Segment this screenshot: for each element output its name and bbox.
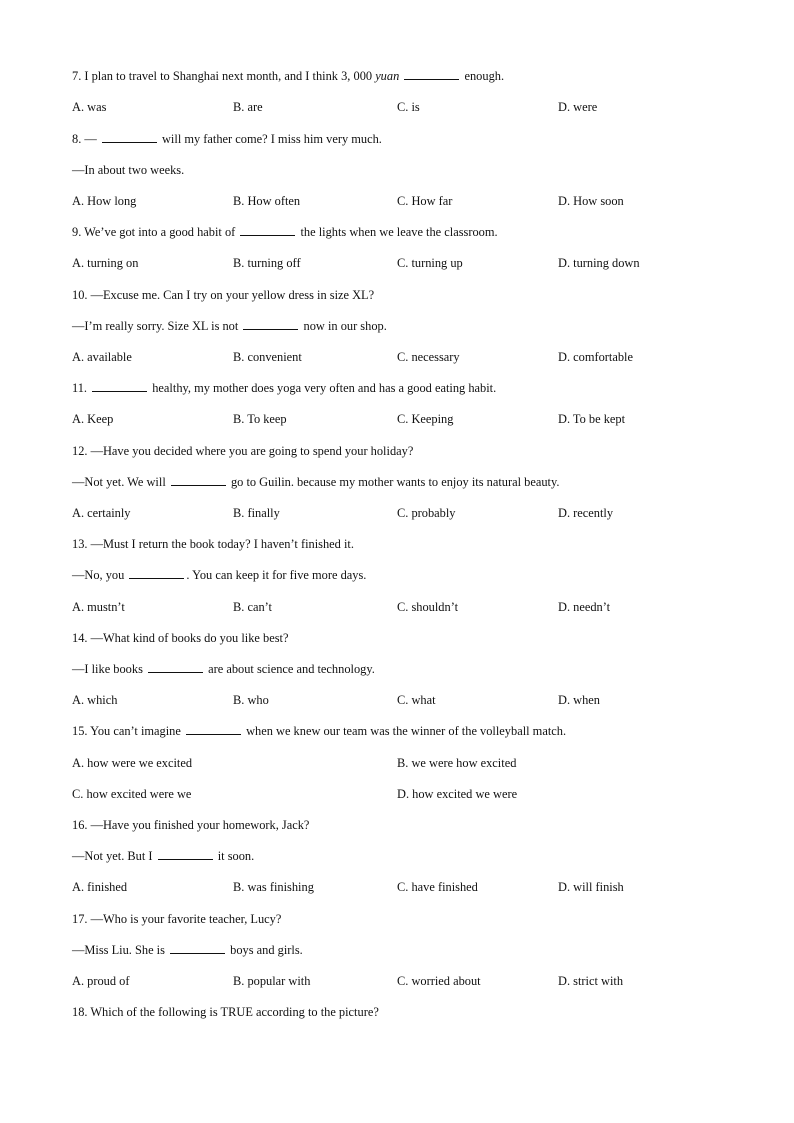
q15-option-b: B. we were how excited [397,756,517,770]
question-11-text-end: healthy, my mother does yoga very often and has a good eating habit. [149,381,497,395]
question-13-stem: 13. —Must I return the book today? I haven’t finished it. [72,537,354,551]
question-16-stem: 16. —Have you finished your homework, Jack? [72,818,310,832]
q11-option-a: A. Keep [72,412,114,426]
question-12-reply-start: —Not yet. We will [72,475,169,489]
question-15-stem [72,723,566,739]
question-10-reply-start: —I’m really sorry. Size XL is not [72,319,242,333]
question-8-text-start: 8. — [72,132,100,146]
question-17-reply-start: —Miss Liu. She is [72,943,169,957]
question-11-text-start: 11. [72,381,91,395]
question-9-text-end: the lights when we leave the classroom. [297,225,498,239]
question-9-stem [72,224,498,240]
question-11-stem [72,380,496,396]
q13-option-a: A. mustn’t [72,600,125,614]
q14-option-b: B. who [233,693,269,707]
q14-option-d: D. when [558,693,600,707]
question-13-reply [72,567,366,583]
q9-option-a: A. turning on [72,256,139,270]
q12-option-a: A. certainly [72,506,131,520]
question-8-stem [72,131,382,147]
q10-option-c: C. necessary [397,350,460,364]
question-12-reply-end: go to Guilin. because my mother wants to enjoy its natural beauty. [227,475,560,489]
question-14-reply [72,661,375,677]
q16-option-a: A. finished [72,880,128,894]
answer-blank [171,474,226,486]
question-10-reply-end: now in our shop. [300,319,387,333]
question-13-reply-start: —No, you [72,568,128,582]
q15-option-c: C. how excited were we [72,787,192,801]
q11-option-d: D. To be kept [558,412,626,426]
q8-option-a: A. How long [72,194,137,208]
answer-blank [148,661,203,673]
q9-option-b: B. turning off [233,256,301,270]
q16-option-b: B. was finishing [233,880,314,894]
q9-option-d: D. turning down [558,256,640,270]
question-16-reply-end: it soon. [214,849,255,863]
question-12-reply [72,474,559,490]
q11-option-b: B. To keep [233,412,287,426]
q17-option-d: D. strict with [558,974,624,988]
question-18-stem: 18. Which of the following is TRUE according to the picture? [72,1005,379,1019]
q16-option-c: C. have finished [397,880,478,894]
answer-blank [240,224,295,236]
q17-option-c: C. worried about [397,974,481,988]
q12-option-c: C. probably [397,506,456,520]
question-14-reply-start: —I like books [72,662,146,676]
question-17-stem: 17. —Who is your favorite teacher, Lucy? [72,912,282,926]
answer-blank [186,723,241,735]
answer-blank [170,942,225,954]
q16-option-d: D. will finish [558,880,624,894]
question-10-stem: 10. —Excuse me. Can I try on your yellow dress in size XL? [72,288,375,302]
question-8-text-end: will my father come? I miss him very much. [158,132,382,146]
q8-option-d: D. How soon [558,194,624,208]
q17-option-a: A. proud of [72,974,130,988]
q13-option-d: D. needn’t [558,600,611,614]
q9-option-c: C. turning up [397,256,463,270]
q14-option-a: A. which [72,693,118,707]
question-16-reply-start: —Not yet. But I [72,849,156,863]
q8-option-b: B. How often [233,194,301,208]
q7-option-c: C. is [397,100,420,114]
question-10-reply [72,318,387,334]
q15-option-d: D. how excited we were [397,787,518,801]
question-16-reply [72,848,254,864]
question-7-stem [72,68,504,84]
question-14-reply-end: are about science and technology. [205,662,375,676]
q7-option-b: B. are [233,100,263,114]
q10-option-b: B. convenient [233,350,302,364]
question-14-stem: 14. —What kind of books do you like best? [72,631,289,645]
q15-option-a: A. how were we excited [72,756,193,770]
q8-option-c: C. How far [397,194,453,208]
question-7-text-start: 7. I plan to travel to Shanghai next month, and I think 3, 000 [72,69,376,83]
q13-option-c: C. shouldn’t [397,600,459,614]
q13-option-b: B. can’t [233,600,272,614]
q12-option-b: B. finally [233,506,280,520]
q11-option-c: C. Keeping [397,412,454,426]
q10-option-a: A. available [72,350,132,364]
q10-option-d: D. comfortable [558,350,634,364]
answer-blank [404,68,459,80]
question-8-reply: —In about two weeks. [72,163,185,177]
question-17-reply-end: boys and girls. [227,943,303,957]
question-9-text-start: 9. We’ve got into a good habit of [72,225,239,239]
q7-option-d: D. were [558,100,598,114]
question-7-text-end: enough. [461,69,505,83]
q12-option-d: D. recently [558,506,614,520]
question-17-reply [72,942,303,958]
answer-blank [158,848,213,860]
q7-option-a: A. was [72,100,107,114]
question-12-stem: 12. —Have you decided where you are going to spend your holiday? [72,444,414,458]
q14-option-c: C. what [397,693,436,707]
answer-blank [129,567,184,579]
answer-blank [92,380,147,392]
answer-blank [102,131,157,143]
question-13-reply-end: . You can keep it for five more days. [186,568,367,582]
answer-blank [243,318,298,330]
question-15-text-end: when we knew our team was the winner of the volleyball match. [242,724,567,738]
question-15-text-start: 15. You can’t imagine [72,724,184,738]
q17-option-b: B. popular with [233,974,311,988]
question-7-currency: yuan [375,69,400,83]
